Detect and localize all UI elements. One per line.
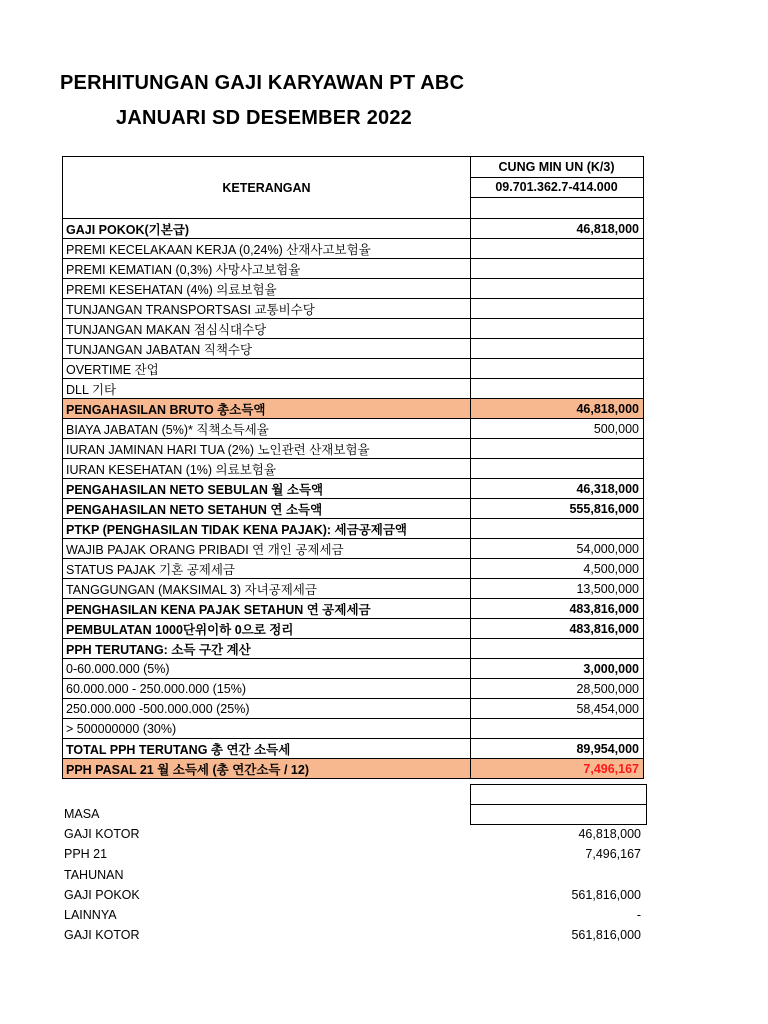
empty-cell bbox=[470, 804, 647, 825]
table-row bbox=[63, 439, 644, 459]
table-row bbox=[63, 539, 644, 559]
header-npwp: 09.701.362.7-414.000 bbox=[471, 177, 644, 198]
row-label: PREMI KECELAKAAN KERJA (0,24%) 산재사고보험율 bbox=[63, 239, 471, 259]
salary-table bbox=[62, 156, 644, 779]
summary-label: TAHUNAN bbox=[64, 867, 124, 882]
row-value: 483,816,000 bbox=[471, 599, 644, 619]
table-header-row bbox=[63, 157, 644, 178]
row-label: TUNJANGAN JABATAN 직책수당 bbox=[63, 339, 471, 359]
row-label: PENGAHASILAN BRUTO 총소득액 bbox=[63, 399, 471, 419]
row-value: 3,000,000 bbox=[471, 659, 644, 679]
row-value bbox=[471, 319, 644, 339]
row-label: PENGAHASILAN NETO SEBULAN 월 소득액 bbox=[63, 479, 471, 499]
page-title: PERHITUNGAN GAJI KARYAWAN PT ABC bbox=[60, 72, 465, 94]
row-value bbox=[471, 379, 644, 399]
table-row bbox=[63, 239, 644, 259]
row-value: 58,454,000 bbox=[471, 699, 644, 719]
table-row bbox=[63, 259, 644, 279]
row-label: PREMI KESEHATAN (4%) 의료보험율 bbox=[63, 279, 471, 299]
table-row bbox=[63, 619, 644, 639]
row-label: PREMI KEMATIAN (0,3%) 사망사고보험율 bbox=[63, 259, 471, 279]
table-row bbox=[63, 579, 644, 599]
table-row bbox=[63, 759, 644, 779]
row-value bbox=[471, 519, 644, 539]
table-row bbox=[63, 519, 644, 539]
row-value bbox=[471, 639, 644, 659]
row-value: 46,818,000 bbox=[471, 219, 644, 239]
row-value bbox=[471, 299, 644, 319]
row-value: 13,500,000 bbox=[471, 579, 644, 599]
row-value bbox=[471, 439, 644, 459]
row-label: PPH TERUTANG: 소득 구간 계산 bbox=[63, 639, 471, 659]
row-label: IURAN KESEHATAN (1%) 의료보험율 bbox=[63, 459, 471, 479]
summary-value: 561,816,000 bbox=[571, 928, 641, 943]
table-row bbox=[63, 419, 644, 439]
table-row bbox=[63, 319, 644, 339]
row-value: 89,954,000 bbox=[471, 739, 644, 759]
header-empty-cell bbox=[471, 198, 644, 219]
table-row bbox=[63, 599, 644, 619]
row-label: 250.000.000 -500.000.000 (25%) bbox=[63, 699, 471, 719]
row-label: TOTAL PPH TERUTANG 총 연간 소득세 bbox=[63, 739, 471, 759]
summary-label: GAJI KOTOR bbox=[64, 928, 140, 943]
table-row bbox=[63, 339, 644, 359]
summary-label: PPH 21 bbox=[64, 847, 108, 862]
table-row bbox=[63, 639, 644, 659]
row-label: TUNJANGAN TRANSPORTSASI 교통비수당 bbox=[63, 299, 471, 319]
row-value bbox=[471, 459, 644, 479]
row-label: PEMBULATAN 1000단위이하 0으로 정리 bbox=[63, 619, 471, 639]
table-row bbox=[63, 719, 644, 739]
table-row bbox=[63, 299, 644, 319]
summary-value: 7,496,167 bbox=[585, 847, 641, 862]
row-label: 0-60.000.000 (5%) bbox=[63, 659, 471, 679]
row-value: 28,500,000 bbox=[471, 679, 644, 699]
row-value: 7,496,167 bbox=[471, 759, 644, 779]
table-row bbox=[63, 559, 644, 579]
row-label: 60.000.000 - 250.000.000 (15%) bbox=[63, 679, 471, 699]
header-employee-name: CUNG MIN UN (K/3) bbox=[471, 157, 644, 178]
table-row bbox=[63, 499, 644, 519]
row-label: PENGAHASILAN NETO SETAHUN 연 소득액 bbox=[63, 499, 471, 519]
table-row bbox=[63, 279, 644, 299]
row-label: OVERTIME 잔업 bbox=[63, 359, 471, 379]
row-label: IURAN JAMINAN HARI TUA (2%) 노인관련 산재보험율 bbox=[63, 439, 471, 459]
row-value bbox=[471, 279, 644, 299]
summary-value: 46,818,000 bbox=[578, 827, 641, 842]
row-label: TUNJANGAN MAKAN 점심식대수당 bbox=[63, 319, 471, 339]
summary-label: GAJI KOTOR bbox=[64, 827, 140, 842]
row-label: PENGHASILAN KENA PAJAK SETAHUN 연 공제세금 bbox=[63, 599, 471, 619]
row-value: 46,818,000 bbox=[471, 399, 644, 419]
header-keterangan: KETERANGAN bbox=[63, 157, 471, 219]
row-value bbox=[471, 339, 644, 359]
row-value bbox=[471, 259, 644, 279]
row-value: 500,000 bbox=[471, 419, 644, 439]
row-label: GAJI POKOK(기본급) bbox=[63, 219, 471, 239]
summary-label: GAJI POKOK bbox=[64, 887, 140, 902]
summary-value: - bbox=[636, 908, 641, 922]
table-row bbox=[63, 399, 644, 419]
row-label: STATUS PAJAK 기혼 공제세금 bbox=[63, 559, 471, 579]
table-row bbox=[63, 739, 644, 759]
row-label: PPH PASAL 21 월 소득세 (총 연간소득 / 12) bbox=[63, 759, 471, 779]
row-label: BIAYA JABATAN (5%)* 직책소득세율 bbox=[63, 419, 471, 439]
table-row bbox=[63, 219, 644, 239]
table-row bbox=[63, 699, 644, 719]
row-value: 555,816,000 bbox=[471, 499, 644, 519]
table-row bbox=[63, 659, 644, 679]
row-value: 4,500,000 bbox=[471, 559, 644, 579]
row-value: 483,816,000 bbox=[471, 619, 644, 639]
row-label: PTKP (PENGHASILAN TIDAK KENA PAJAK): 세금공제금액 bbox=[63, 519, 471, 539]
page-subtitle: JANUARI SD DESEMBER 2022 bbox=[116, 107, 412, 129]
row-value: 46,318,000 bbox=[471, 479, 644, 499]
row-label: > 500000000 (30%) bbox=[63, 719, 471, 739]
row-label: DLL 기타 bbox=[63, 379, 471, 399]
table-row bbox=[63, 379, 644, 399]
table-row bbox=[63, 459, 644, 479]
row-label: TANGGUNGAN (MAKSIMAL 3) 자녀공제세금 bbox=[63, 579, 471, 599]
row-value bbox=[471, 239, 644, 259]
summary-value: 561,816,000 bbox=[571, 887, 641, 902]
summary-label: MASA bbox=[64, 807, 100, 821]
row-label: WAJIB PAJAK ORANG PRIBADI 연 개인 공제세금 bbox=[63, 539, 471, 559]
row-value bbox=[471, 719, 644, 739]
table-row bbox=[63, 359, 644, 379]
empty-cell bbox=[470, 784, 647, 805]
row-value bbox=[471, 359, 644, 379]
summary-label: LAINNYA bbox=[64, 908, 117, 922]
table-row bbox=[63, 479, 644, 499]
table-row bbox=[63, 679, 644, 699]
row-value: 54,000,000 bbox=[471, 539, 644, 559]
